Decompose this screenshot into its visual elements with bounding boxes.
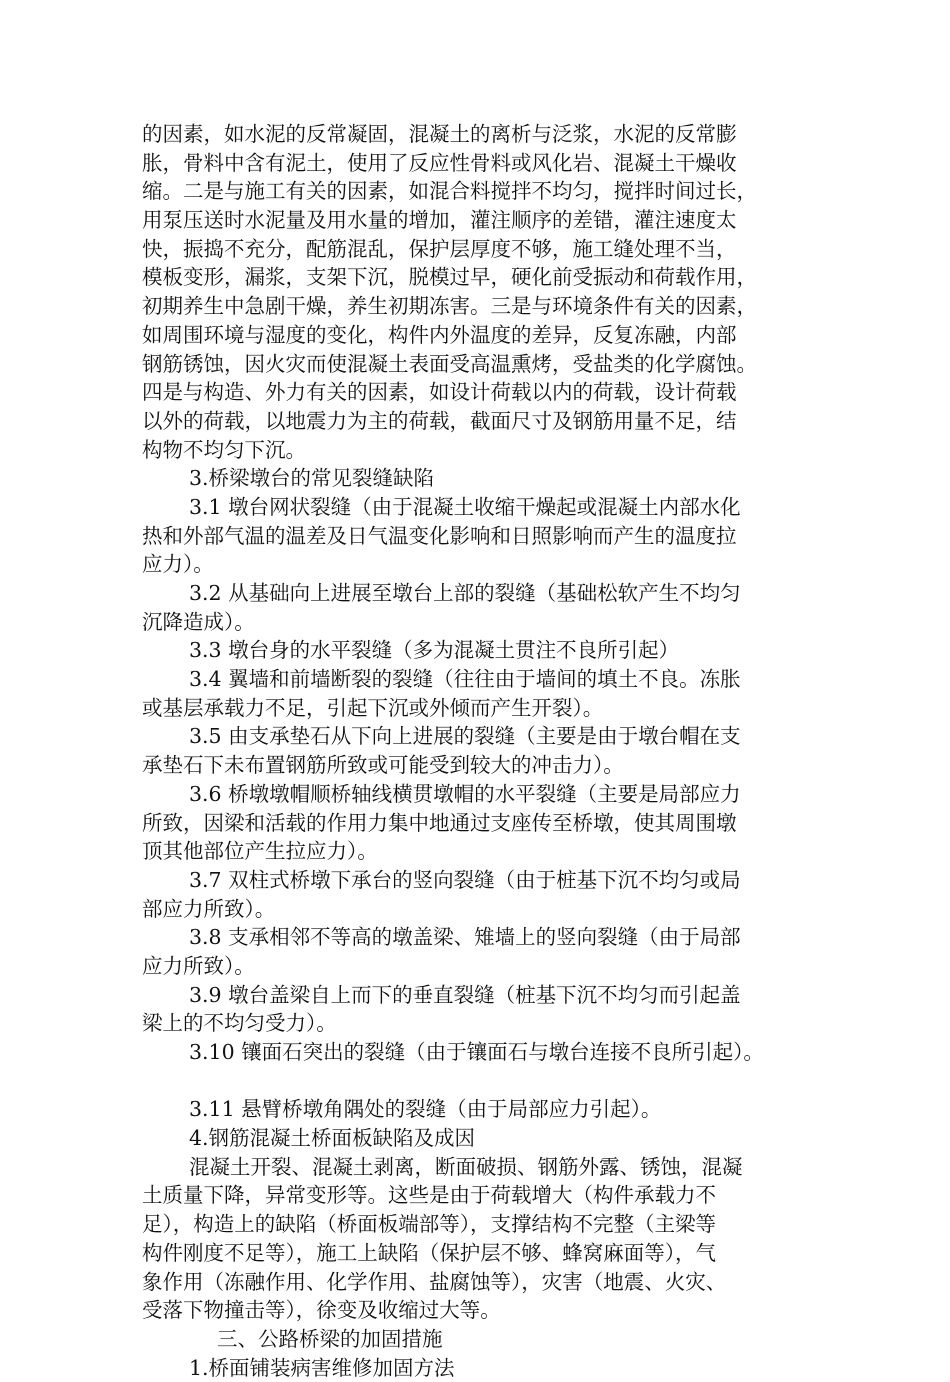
list-item: 3.5 由支承垫石从下向上进展的裂缝（主要是由于墩台帽在支 — [189, 724, 741, 749]
blank-line — [142, 1067, 822, 1096]
list-item-cont: 应力）。 — [142, 552, 214, 577]
list-item: 3.11 悬臂桥墩角隅处的裂缝（由于局部应力引起）。 — [189, 1097, 662, 1122]
text-line: 四是与构造、外力有关的因素，如设计荷载以内的荷载，设计荷载 — [142, 380, 737, 405]
list-item: 3.8 支承相邻不等高的墩盖梁、雉墙上的竖向裂缝（由于局部 — [189, 925, 741, 950]
text-line: 快，振捣不充分，配筋混乱，保护层厚度不够，施工缝处理不当， — [142, 236, 737, 261]
text-line: 足），构造上的缺陷（桥面板端部等），支撑结构不完整（主梁等 — [142, 1212, 716, 1237]
section-heading: 3.桥梁墩台的常见裂缝缺陷 — [189, 466, 435, 491]
list-item: 3.10 镶面石突出的裂缝（由于镶面石与墩台连接不良所引起）。 — [189, 1040, 764, 1064]
text-line: 构件刚度不足等），施工上缺陷（保护层不够、蜂窝麻面等），气 — [142, 1240, 716, 1265]
text-line: 如周围环境与湿度的变化，构件内外温度的差异，反复冻融，内部 — [142, 322, 737, 347]
list-item: 3.1 墩台网状裂缝（由于混凝土收缩干燥起或混凝土内部水化 — [189, 494, 741, 519]
list-item-cont: 应力所致）。 — [142, 953, 255, 978]
list-item: 3.7 双柱式桥墩下承台的竖向裂缝（由于桩基下沉不均匀或局 — [189, 867, 741, 892]
list-item-cont: 顶其他部位产生拉应力）。 — [142, 839, 378, 864]
list-item-cont: 沉降造成）。 — [142, 609, 255, 634]
list-item-cont: 部应力所致）。 — [142, 896, 276, 921]
chapter-heading: 三、公路桥梁的加固措施 — [217, 1326, 443, 1351]
list-item-cont: 热和外部气温的温差及日气温变化影响和日照影响而产生的温度拉 — [142, 523, 737, 548]
text-line: 用泵压送时水泥量及用水量的增加，灌注顺序的差错，灌注速度太 — [142, 208, 737, 233]
list-item: 3.3 墩台身的水平裂缝（多为混凝土贯注不良所引起） — [189, 638, 680, 663]
text-line: 混凝土开裂、混凝土剥离，断面破损、钢筋外露、锈蚀，混凝 — [189, 1154, 743, 1179]
section-heading: 1.桥面铺装病害维修加固方法 — [189, 1355, 455, 1380]
section-heading: 4.钢筋混凝土桥面板缺陷及成因 — [189, 1126, 476, 1151]
list-item: 3.4 翼墙和前墙断裂的裂缝（往往由于墙间的填土不良。冻胀 — [189, 667, 741, 692]
list-item: 3.9 墩台盖梁自上而下的垂直裂缝（桩基下沉不均匀而引起盖 — [189, 982, 741, 1007]
text-line: 土质量下降，异常变形等。这些是由于荷载增大（构件承载力不 — [142, 1183, 716, 1208]
text-line: 以外的荷载，以地震力为主的荷载，截面尺寸及钢筋用量不足，结 — [142, 408, 737, 433]
list-item-cont: 或基层承载力不足，引起下沉或外倾而产生开裂）。 — [142, 695, 604, 720]
text-line: 的因素，如水泥的反常凝固，混凝土的离析与泛浆，水泥的反常膨 — [142, 122, 737, 146]
list-item-cont: 所致，因梁和活载的作用力集中地通过支座传至桥墩，使其周围墩 — [142, 810, 737, 835]
text-line: 受落下物撞击等），徐变及收缩过大等。 — [142, 1298, 501, 1323]
text-line: 构物不均匀下沉。 — [142, 437, 306, 462]
text-line: 初期养生中急剧干燥，养生初期冻害。三是与环境条件有关的因素， — [142, 294, 757, 319]
body-text — [142, 120, 822, 1382]
list-item: 3.6 桥墩墩帽顺桥轴线横贯墩帽的水平裂缝（主要是局部应力 — [189, 781, 741, 806]
list-item: 3.2 从基础向上进展至墩台上部的裂缝（基础松软产生不均匀 — [189, 581, 741, 605]
text-line: 象作用（冻融作用、化学作用、盐腐蚀等），灾害（地震、火灾、 — [142, 1269, 727, 1294]
list-item-cont: 梁上的不均匀受力）。 — [142, 1011, 337, 1036]
list-item-cont: 承垫石下未布置钢筋所致或可能受到较大的冲击力）。 — [142, 753, 624, 778]
text-line: 胀，骨料中含有泥土，使用了反应性骨料或风化岩、混凝土干燥收 — [142, 150, 737, 175]
text-line: 缩。二是与施工有关的因素，如混合料搅拌不均匀，搅拌时间过长， — [142, 179, 757, 204]
text-line: 钢筋锈蚀，因火灾而使混凝土表面受高温熏烤，受盐类的化学腐蚀。 — [142, 351, 757, 376]
text-line: 模板变形，漏浆，支架下沉，脱模过早，硬化前受振动和荷载作用， — [142, 265, 757, 290]
